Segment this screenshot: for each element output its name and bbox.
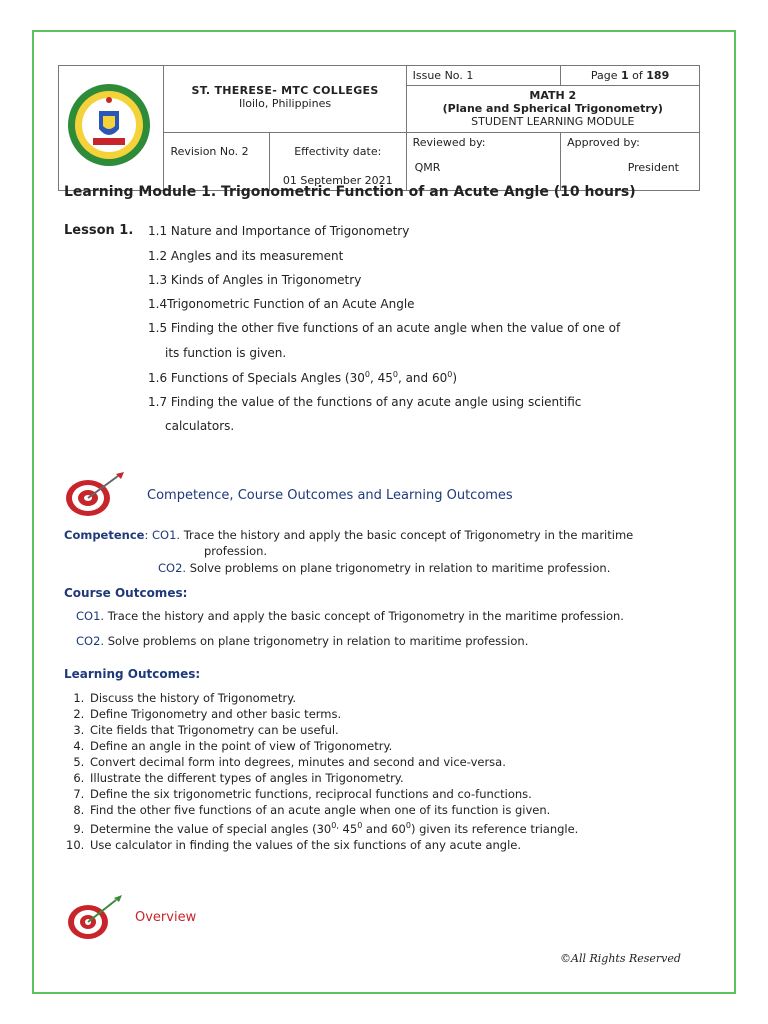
list-item: 7. Define the six trigonometric functions, reciprocal functions and co-functions. bbox=[88, 786, 578, 802]
lesson-item: 1.4Trigonometric Function of an Acute Angle bbox=[148, 297, 415, 311]
overview-target-icon bbox=[62, 892, 126, 944]
learning-outcomes-title: Learning Outcomes: bbox=[64, 667, 201, 681]
school-name: ST. THERESE- MTC COLLEGES bbox=[191, 84, 379, 97]
module-title: Learning Module 1. Trigonometric Function of an Acute Angle (10 hours) bbox=[64, 184, 636, 200]
lesson-item: 1.3 Kinds of Angles in Trigonometry bbox=[148, 273, 362, 287]
course-code: MATH 2 bbox=[529, 89, 577, 102]
lesson-label: Lesson 1. bbox=[64, 223, 134, 238]
co-text: Solve problems on plane trigonometry in relation to maritime profession. bbox=[104, 634, 529, 648]
document-header-table bbox=[58, 65, 700, 191]
text: and 60 bbox=[362, 821, 406, 836]
revision-number: Revision No. 2 bbox=[164, 133, 269, 191]
text: 45 bbox=[338, 821, 358, 836]
approved-value: President bbox=[627, 161, 679, 174]
text: ) given its reference triangle. bbox=[410, 821, 579, 836]
lesson-item: its function is given. bbox=[165, 346, 287, 360]
page-indicator bbox=[561, 66, 700, 86]
school-location: Iloilo, Philippines bbox=[238, 97, 332, 110]
lesson-item: 1.2 Angles and its measurement bbox=[148, 249, 344, 263]
copyright-footer: ©All Rights Reserved bbox=[560, 952, 681, 965]
list-item: 10. Use calculator in finding the values of the six functions of any acute angle. bbox=[88, 837, 578, 853]
page-of: of bbox=[628, 69, 647, 82]
lesson-item-special-angles bbox=[148, 370, 457, 385]
colon: : bbox=[144, 528, 152, 542]
list-item bbox=[88, 818, 578, 837]
text: ) bbox=[452, 371, 458, 385]
competence-label: Competence bbox=[64, 528, 145, 542]
co-code: CO2. bbox=[76, 634, 105, 648]
competence-co1 bbox=[64, 528, 633, 542]
co-text: Trace the history and apply the basic concept of Trigonometry in the maritime bbox=[180, 528, 634, 542]
lesson-item: 1.1 Nature and Importance of Trigonometry bbox=[148, 224, 410, 238]
text: , and 60 bbox=[397, 371, 448, 385]
superscript: 0 bbox=[357, 821, 363, 830]
co-code: CO2. bbox=[158, 561, 187, 575]
reviewed-value: QMR bbox=[414, 161, 441, 174]
effectivity-cell bbox=[269, 133, 406, 191]
superscript: 0, bbox=[331, 821, 339, 830]
reviewed-label: Reviewed by: bbox=[412, 136, 486, 149]
list-item: 8. Find the other five functions of an acute angle when one of its function is given. bbox=[88, 802, 578, 818]
lesson-item: 1.7 Finding the value of the functions of any acute angle using scientific bbox=[148, 395, 582, 409]
lesson-item: 1.5 Finding the other five functions of an acute angle when the value of one of bbox=[148, 321, 621, 335]
page-prefix: Page bbox=[590, 69, 622, 82]
superscript: 0 bbox=[405, 821, 411, 830]
page-total: 189 bbox=[646, 69, 670, 82]
competence-section-title: Competence, Course Outcomes and Learning Outcomes bbox=[147, 488, 513, 503]
learning-outcomes-list bbox=[64, 690, 578, 853]
approved-cell bbox=[561, 133, 700, 191]
co-text: Trace the history and apply the basic concept of Trigonometry in the maritime profession. bbox=[104, 609, 624, 623]
list-item: 4. Define an angle in the point of view of Trigonometry. bbox=[88, 738, 578, 754]
co-text: Solve problems on plane trigonometry in relation to maritime profession. bbox=[186, 561, 611, 575]
list-item: 2. Define Trigonometry and other basic terms. bbox=[88, 706, 578, 722]
superscript: 0 bbox=[447, 370, 453, 379]
issue-number: Issue No. 1 bbox=[406, 66, 561, 86]
superscript: 0 bbox=[392, 370, 398, 379]
co-code: CO1. bbox=[76, 609, 105, 623]
course-info bbox=[406, 86, 699, 133]
text: Determine the value of special angles (30 bbox=[90, 821, 332, 836]
approved-label: Approved by: bbox=[567, 136, 640, 149]
text: 1.6 Functions of Specials Angles (30 bbox=[148, 371, 365, 385]
list-item: 3. Cite fields that Trigonometry can be useful. bbox=[88, 722, 578, 738]
page-number: 1 bbox=[621, 69, 629, 82]
target-icon bbox=[60, 470, 128, 520]
co-code: CO1. bbox=[152, 528, 181, 542]
course-subtitle: (Plane and Spherical Trigonometry) bbox=[442, 102, 663, 115]
course-outcome-co2 bbox=[76, 634, 528, 648]
overview-title: Overview bbox=[135, 910, 197, 925]
effectivity-date: 01 September 2021 bbox=[282, 174, 393, 187]
school-info bbox=[164, 66, 406, 133]
reviewed-cell bbox=[406, 133, 561, 191]
lesson-item: calculators. bbox=[165, 419, 235, 433]
course-outcomes-title: Course Outcomes: bbox=[64, 586, 188, 600]
school-logo-cell bbox=[59, 66, 164, 191]
list-item: 5. Convert decimal form into degrees, minutes and second and vice-versa. bbox=[88, 754, 578, 770]
list-item: 6. Illustrate the different types of angles in Trigonometry. bbox=[88, 770, 578, 786]
school-seal-icon bbox=[59, 66, 159, 184]
module-type: STUDENT LEARNING MODULE bbox=[471, 115, 635, 128]
effectivity-label: Effectivity date: bbox=[294, 145, 382, 158]
superscript: 0 bbox=[364, 370, 370, 379]
competence-co1-cont: profession. bbox=[204, 544, 268, 558]
text: , 45 bbox=[369, 371, 393, 385]
course-outcome-co1 bbox=[76, 609, 624, 623]
list-item: 1. Discuss the history of Trigonometry. bbox=[88, 690, 578, 706]
competence-co2 bbox=[158, 561, 610, 575]
